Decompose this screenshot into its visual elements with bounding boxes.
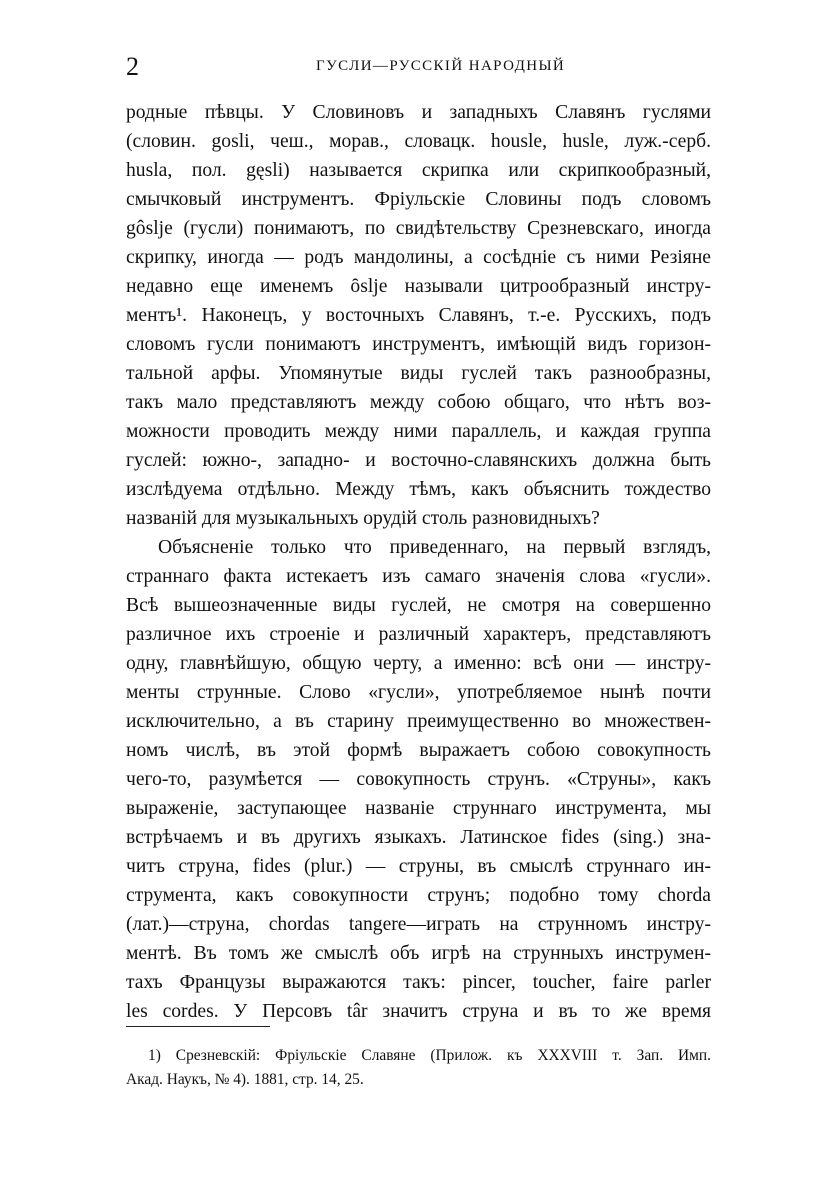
text-line: читъ струна, fides (plur.) — струны, въ смыслѣ струннаго ин- bbox=[126, 856, 711, 877]
text-line: номъ числѣ, въ этой формѣ выражаетъ собою совокупность bbox=[126, 740, 711, 761]
text-line: husla, пол. gęsli) называется скрипка или скрипкообразный, bbox=[126, 160, 711, 181]
text-line: тахъ Французы выражаются такъ: pincer, toucher, faire parler bbox=[126, 972, 711, 993]
body-text bbox=[126, 98, 711, 1026]
text-line: тальной арфы. Упомянутые виды гуслей такъ разнообразны, bbox=[126, 363, 711, 384]
text-line: Всѣ вышеозначенные виды гуслей, не смотря на совершенно bbox=[126, 595, 711, 616]
page-number: 2 bbox=[126, 52, 139, 81]
text-line: ментѣ. Въ томъ же смыслѣ объ игрѣ на струнныхъ инструмен- bbox=[126, 943, 711, 964]
text-line: исключительно, а въ старину преимущественно во множествен- bbox=[126, 711, 711, 732]
text-line: gôslje (гусли) понимаютъ, по свидѣтельству Срезневскаго, иногда bbox=[126, 218, 711, 239]
text-line: скрипку, иногда — родъ мандолины, а сосѣдніе съ ними Резіяне bbox=[126, 247, 711, 268]
text-line: (словин. gosli, чеш., морав., словацк. housle, husle, луж.-серб. bbox=[126, 131, 711, 152]
text-line: выраженіе, заступающее названіе струннаго инструмента, мы bbox=[126, 798, 711, 819]
paragraph-start-line: Объясненіе только что приведеннаго, на первый взглядъ, bbox=[158, 537, 711, 558]
text-line: различное ихъ строеніе и различный характеръ, представляютъ bbox=[126, 624, 711, 645]
text-line: струмента, какъ совокупности струнъ; подобно тому chorda bbox=[126, 885, 711, 906]
footnotes bbox=[126, 1044, 711, 1092]
text-line: можности проводить между ними параллель, и каждая группа bbox=[126, 421, 711, 442]
text-line: встрѣчаемъ и въ другихъ языкахъ. Латинское fides (sing.) зна- bbox=[126, 827, 711, 848]
text-line: страннаго факта истекаетъ изъ самаго значенія слова «гусли». bbox=[126, 566, 711, 587]
text-line: гуслей: южно-, западно- и восточно-славянскихъ должна быть bbox=[126, 450, 711, 471]
text-line: смычковый инструментъ. Фріульскіе Словины подъ словомъ bbox=[126, 189, 711, 210]
text-line: недавно еще именемъ ȏslje называли цитрообразный инстру- bbox=[126, 276, 711, 297]
footnote-separator bbox=[126, 1026, 270, 1027]
text-line: les cordes. У Персовъ târ значитъ струна и въ то же время bbox=[126, 1001, 711, 1022]
text-line: (лат.)—струна, chordas tangere—играть на струнномъ инстру- bbox=[126, 914, 711, 935]
text-line: ментъ¹. Наконецъ, у восточныхъ Славянъ, т.-е. Русскихъ, подъ bbox=[126, 305, 711, 326]
text-line: названій для музыкальныхъ орудій столь разновидныхъ? bbox=[126, 508, 600, 529]
text-line: чего-то, разумѣется — совокупность струнъ. «Струны», какъ bbox=[126, 769, 711, 790]
footnote-line: 1) Срезневскій: Фріульскіе Славяне (Прилож. къ XXXVIII т. Зап. Имп. bbox=[148, 1047, 711, 1064]
text-line: словомъ гусли понимаютъ инструментъ, имѣющій видъ горизон- bbox=[126, 334, 711, 355]
text-line: изслѣдуема отдѣльно. Между тѣмъ, какъ объяснить тождество bbox=[126, 479, 711, 500]
text-line: менты струнные. Слово «гусли», употребляемое нынѣ почти bbox=[126, 682, 711, 703]
footnote-line: Акад. Наукъ, № 4). 1881, стр. 14, 25. bbox=[126, 1071, 364, 1088]
running-title: ГУСЛИ—РУССКІЙ НАРОДНЫЙ bbox=[316, 58, 566, 74]
text-line: такъ мало представляютъ между собою общаго, что нѣтъ воз- bbox=[126, 392, 711, 413]
text-line: родные пѣвцы. У Словиновъ и западныхъ Славянъ гуслями bbox=[126, 102, 711, 123]
text-line: одну, главнѣйшую, общую черту, а именно: всѣ они — инстру- bbox=[126, 653, 711, 674]
